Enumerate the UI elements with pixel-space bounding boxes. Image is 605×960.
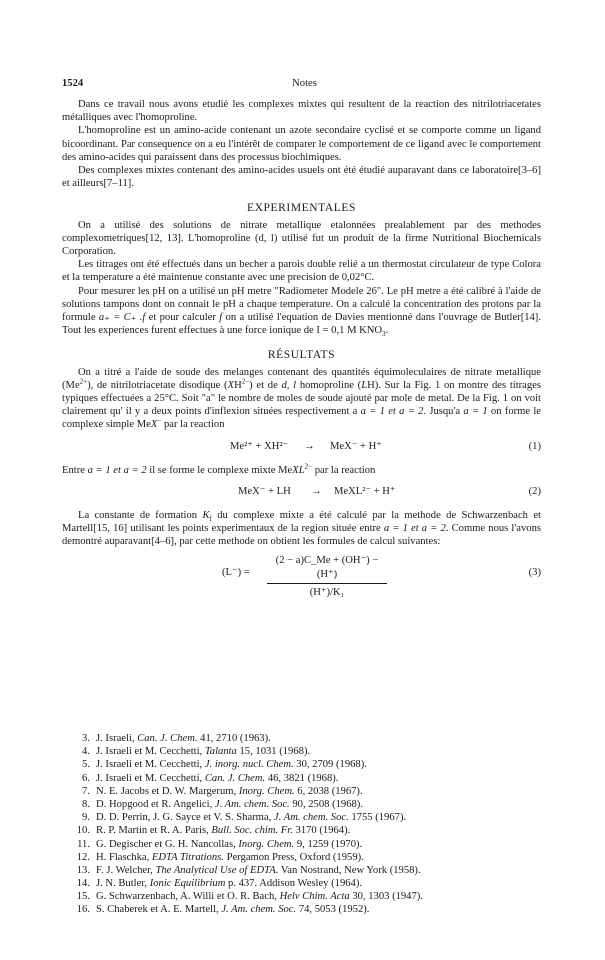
reference-item: 12. H. Flaschka, EDTA Titrations. Pergamon Press, Oxford (1959). <box>76 851 364 863</box>
results-paragraph-2: Entre a = 1 et a = 2 il se forme le complexe mixte MeXL$^{2-}$ par la reaction <box>62 462 376 476</box>
experimental-paragraph-1: On a utilisé des solutions de nitrate metallique etalonnées prealablement par des methodes complexometriques[12, 13]. L'homoproline (d, l) utilisé fut un produit de la firme Nutritional Biochemicals Corporation. <box>62 219 541 258</box>
results-heading: RÉSULTATS <box>267 349 336 362</box>
equation-1 <box>62 440 541 456</box>
reference-item: 8. D. Hopgood et R. Angelici, J. Am. chem. Soc. 90, 2508 (1968). <box>82 798 363 810</box>
reference-item: 5. J. Israeli et M. Cecchetti, J. inorg. nucl. Chem. 30, 2709 (1968). <box>82 759 367 771</box>
equation-3-fraction <box>267 554 387 599</box>
reference-item: 16. S. Chaberek et A. E. Martell, J. Am. chem. Soc. 74, 5053 (1952). <box>76 904 370 916</box>
page-number: 1524 <box>62 78 84 89</box>
reference-item: 13. F. J. Welcher, The Analytical Use of EDTA. Van Nostrand, New York (1958). <box>76 864 421 876</box>
reference-item: 10. R. P. Martin et R. A. Paris, Bull. Soc. chim. Fr. 3170 (1964). <box>76 825 351 837</box>
reference-item: 9. D. D. Perrin, J. G. Sayce et V. S. Sharma, J. Am. chem. Soc. 1755 (1967). <box>82 812 407 824</box>
equation-2-rhs: MeXL²⁻ + H⁺ <box>334 485 396 497</box>
equation-2-arrow: → <box>311 485 322 497</box>
reference-item: 3. J. Israeli, Can. J. Chem. 41, 2710 (1963). <box>82 733 271 744</box>
reference-item: 4. J. Israeli et M. Cecchetti, Talanta 15, 1031 (1968). <box>82 746 311 758</box>
page-header <box>62 77 547 91</box>
article-body <box>62 98 541 608</box>
equation-3-number: (3) <box>528 567 541 579</box>
reference-item: 15. G. Schwarzenbach, A. Willi et O. R. Bach, Helv Chim. Acta 30, 1303 (1947). <box>76 891 423 903</box>
equation-2-number: (2) <box>528 485 541 497</box>
running-head: Notes <box>292 78 317 89</box>
equation-2-lhs: MeX⁻ + LH <box>238 485 291 497</box>
reference-list <box>72 732 542 917</box>
equation-3-numerator: (2 − a)C_Me + (OH⁻) − (H⁺) <box>267 554 387 583</box>
equation-1-rhs: MeX⁻ + H⁺ <box>330 440 382 452</box>
proton-formula: a₊ = C₊ .f <box>98 312 146 324</box>
experimental-paragraph-2: Les titrages ont été effectués dans un becher a parois double relié a un thermostat circulateur de type Colora et la temperature a été maintenue constante avec une precision de 0,02°C. <box>62 259 541 284</box>
experimental-heading: EXPERIMENTALES <box>246 202 357 215</box>
intro-paragraph-1: Dans ce travail nous avons etudié les complexes mixtes qui resultent de la reaction des nitrilotriacetates métalliques avec l'homoproline. <box>62 99 541 124</box>
equation-2 <box>62 485 541 501</box>
reference-item: 7. N. E. Jacobs et D. W. Margerum, Inorg. Chem. 6, 2038 (1967). <box>82 785 363 797</box>
equation-3 <box>62 554 541 598</box>
equation-1-lhs: Me²⁺ + XH²⁻ <box>230 440 289 452</box>
reference-item: 6. J. Israeli et M. Cecchetti, Can. J. Chem. 46, 3821 (1968). <box>82 772 339 784</box>
reference-item: 14. J. N. Butler, Ionic Equilibrium p. 437. Addison Wesley (1964). <box>76 878 363 890</box>
equation-1-number: (1) <box>528 440 541 452</box>
results-paragraph-3: La constante de formation $K_f$ du complexe mixte a été calculé par la methode de Schwarzenbach et Martell[15, 16] utilisant les points experimentaux de la region située entre a = 1 et a = 2. Comme nous l'avons demontré auparavant[4–6], par cette methode on obtient les formules de calcul suivantes: <box>62 509 541 548</box>
results-paragraph-1: On a titré a l'aide de soude des melanges contenant des quantités équimoleculaires de nitrate metallique $(Me^{2+})$, de nitrilotriacetate disodique $(XH^{2-})$ et de d, l homoproline (LH). Sur la Fig. 1 on montre des titrages typiques effectuées a 25°C. Soit "a" le nombre de moles de soude ajouté par mole de metal. De la Fig. 1 on voit clairement qu' il y a deux points d'inflexion situées respectivement a a = 1 et a = 2. Jusqu'a a = 1 on forme le complexe simple MeX− par la reaction <box>62 366 542 431</box>
equation-1-arrow: → <box>304 440 315 452</box>
equation-3-denominator: (H⁺)/K₁ <box>309 586 345 598</box>
intro-paragraph-2: L'homoproline est un amino-acide contenant un azote secondaire cyclisé et se comporte comme un ligand bicoordinant. Par consequence on a eu l'intérêt de comparer le comportement de ce ligand avec le comportement des amino-acides qui paraissent dans des processus biochimiques. <box>62 125 541 163</box>
reference-item: 11. G. Degischer et G. H. Nancollas, Inorg. Chem. 9, 1259 (1970). <box>77 838 363 850</box>
experimental-paragraph-3: Pour mesurer les pH on a utilisé un pH metre "Radiometer Modele 26". Le pH metre a été calibré à l'aide de solutions tampons dont on connait le pH a chaque temperature. On a calculé la concentration des protons par la formule a₊ = C₊ .f et pour calculer f on a utilisé l'equation de Davies mentionné dans l'ouvrage de Butler[14]. Tout les experiences furent effectues à une force ionique de I = 0,1 M $KNO_3$. <box>62 285 541 339</box>
intro-paragraph-3: Des complexes mixtes contenant des amino-acides usuels ont été étudié auparavant dans ce laboratoire[3–6] et ailleurs[7–11]. <box>62 165 541 190</box>
equation-3-lhs: (L⁻) = <box>222 567 250 579</box>
